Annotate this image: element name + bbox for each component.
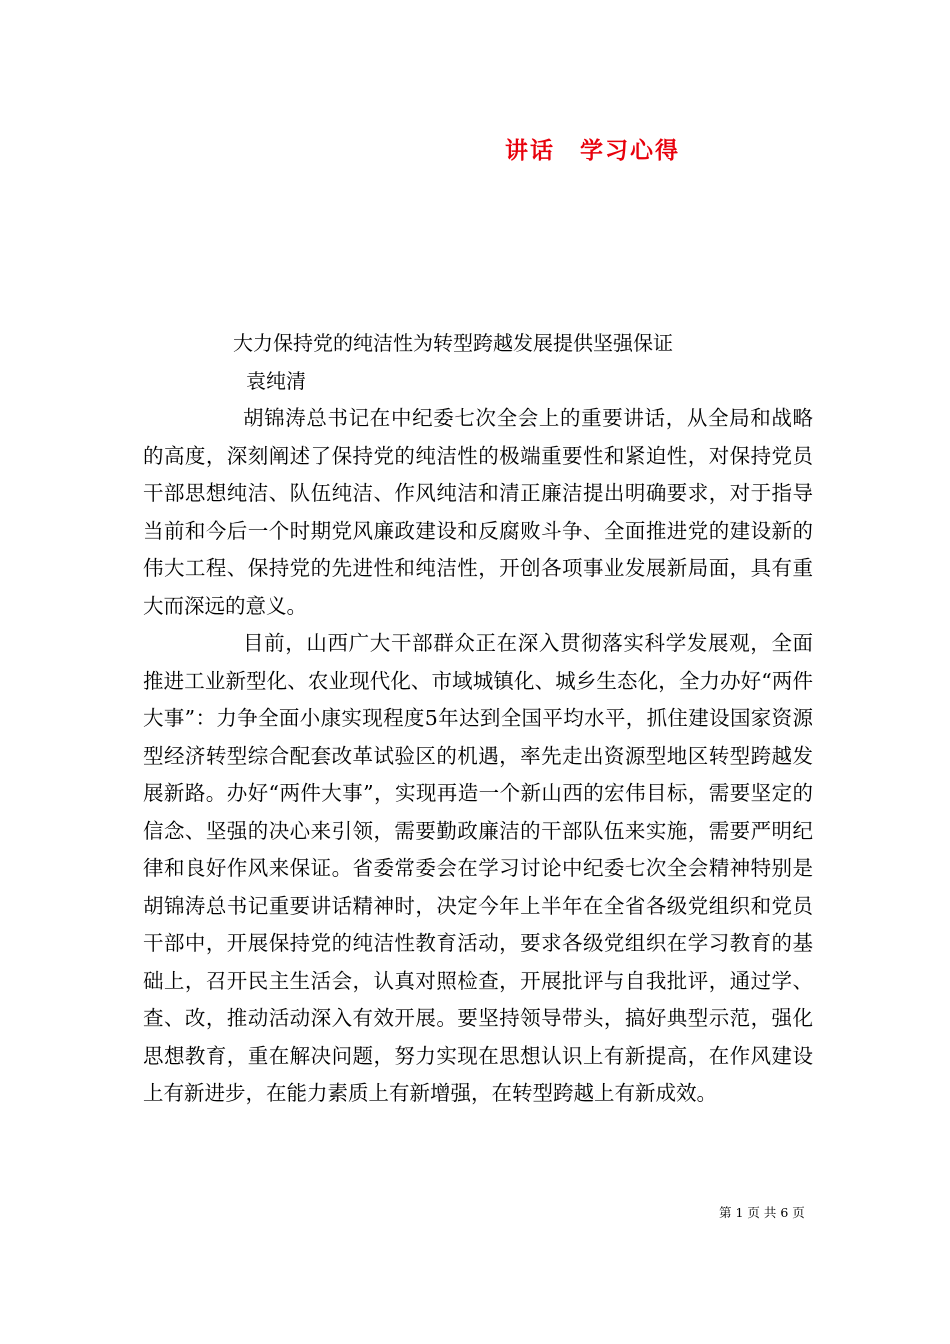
article-title: 大力保持党的纯洁性为转型跨越发展提供坚强保证 <box>233 331 673 355</box>
article-author: 袁纯清 <box>246 369 306 393</box>
article-body <box>143 400 813 1113</box>
page-number: 第 1 页 共 6 页 <box>719 1205 805 1220</box>
header-title: 讲话 学习心得 <box>505 138 680 164</box>
paragraph: 胡锦涛总书记在中纪委七次全会上的重要讲话，从全局和战略的高度，深刻阐述了保持党的纯洁性的极端重要性和紧迫性，对保持党员干部思想纯洁、队伍纯洁、作风纯洁和清正廉洁提出明确要求，对于指导当前和今后一个时期党风廉政建设和反腐败斗争、全面推进党的建设新的伟大工程、保持党的先进性和纯洁性，开创各项事业发展新局面，具有重大而深远的意义。 <box>143 406 813 618</box>
paragraph: 目前，山西广大干部群众正在深入贯彻落实科学发展观，全面推进工业新型化、农业现代化、市域城镇化、城乡生态化，全力办好“两件大事”：力争全面小康实现程度5年达到全国平均水平，抓住建设国家资源型经济转型综合配套改革试验区的机遇，率先走出资源型地区转型跨越发展新路。办好“两件大事”，实现再造一个新山西的宏伟目标，需要坚定的信念、坚强的决心来引领，需要勤政廉洁的干部队伍来实施，需要严明纪律和良好作风来保证。省委常委会在学习讨论中纪委七次全会精神特别是胡锦涛总书记重要讲话精神时，决定今年上半年在全省各级党组织和党员干部中，开展保持党的纯洁性教育活动，要求各级党组织在学习教育的基础上，召开民主生活会，认真对照检查，开展批评与自我批评，通过学、查、改，推动活动深入有效开展。要坚持领导带头，搞好典型示范，强化思想教育，重在解决问题，努力实现在思想认识上有新提高，在作风建设上有新进步，在能力素质上有新增强，在转型跨越上有新成效。 <box>143 631 813 1105</box>
